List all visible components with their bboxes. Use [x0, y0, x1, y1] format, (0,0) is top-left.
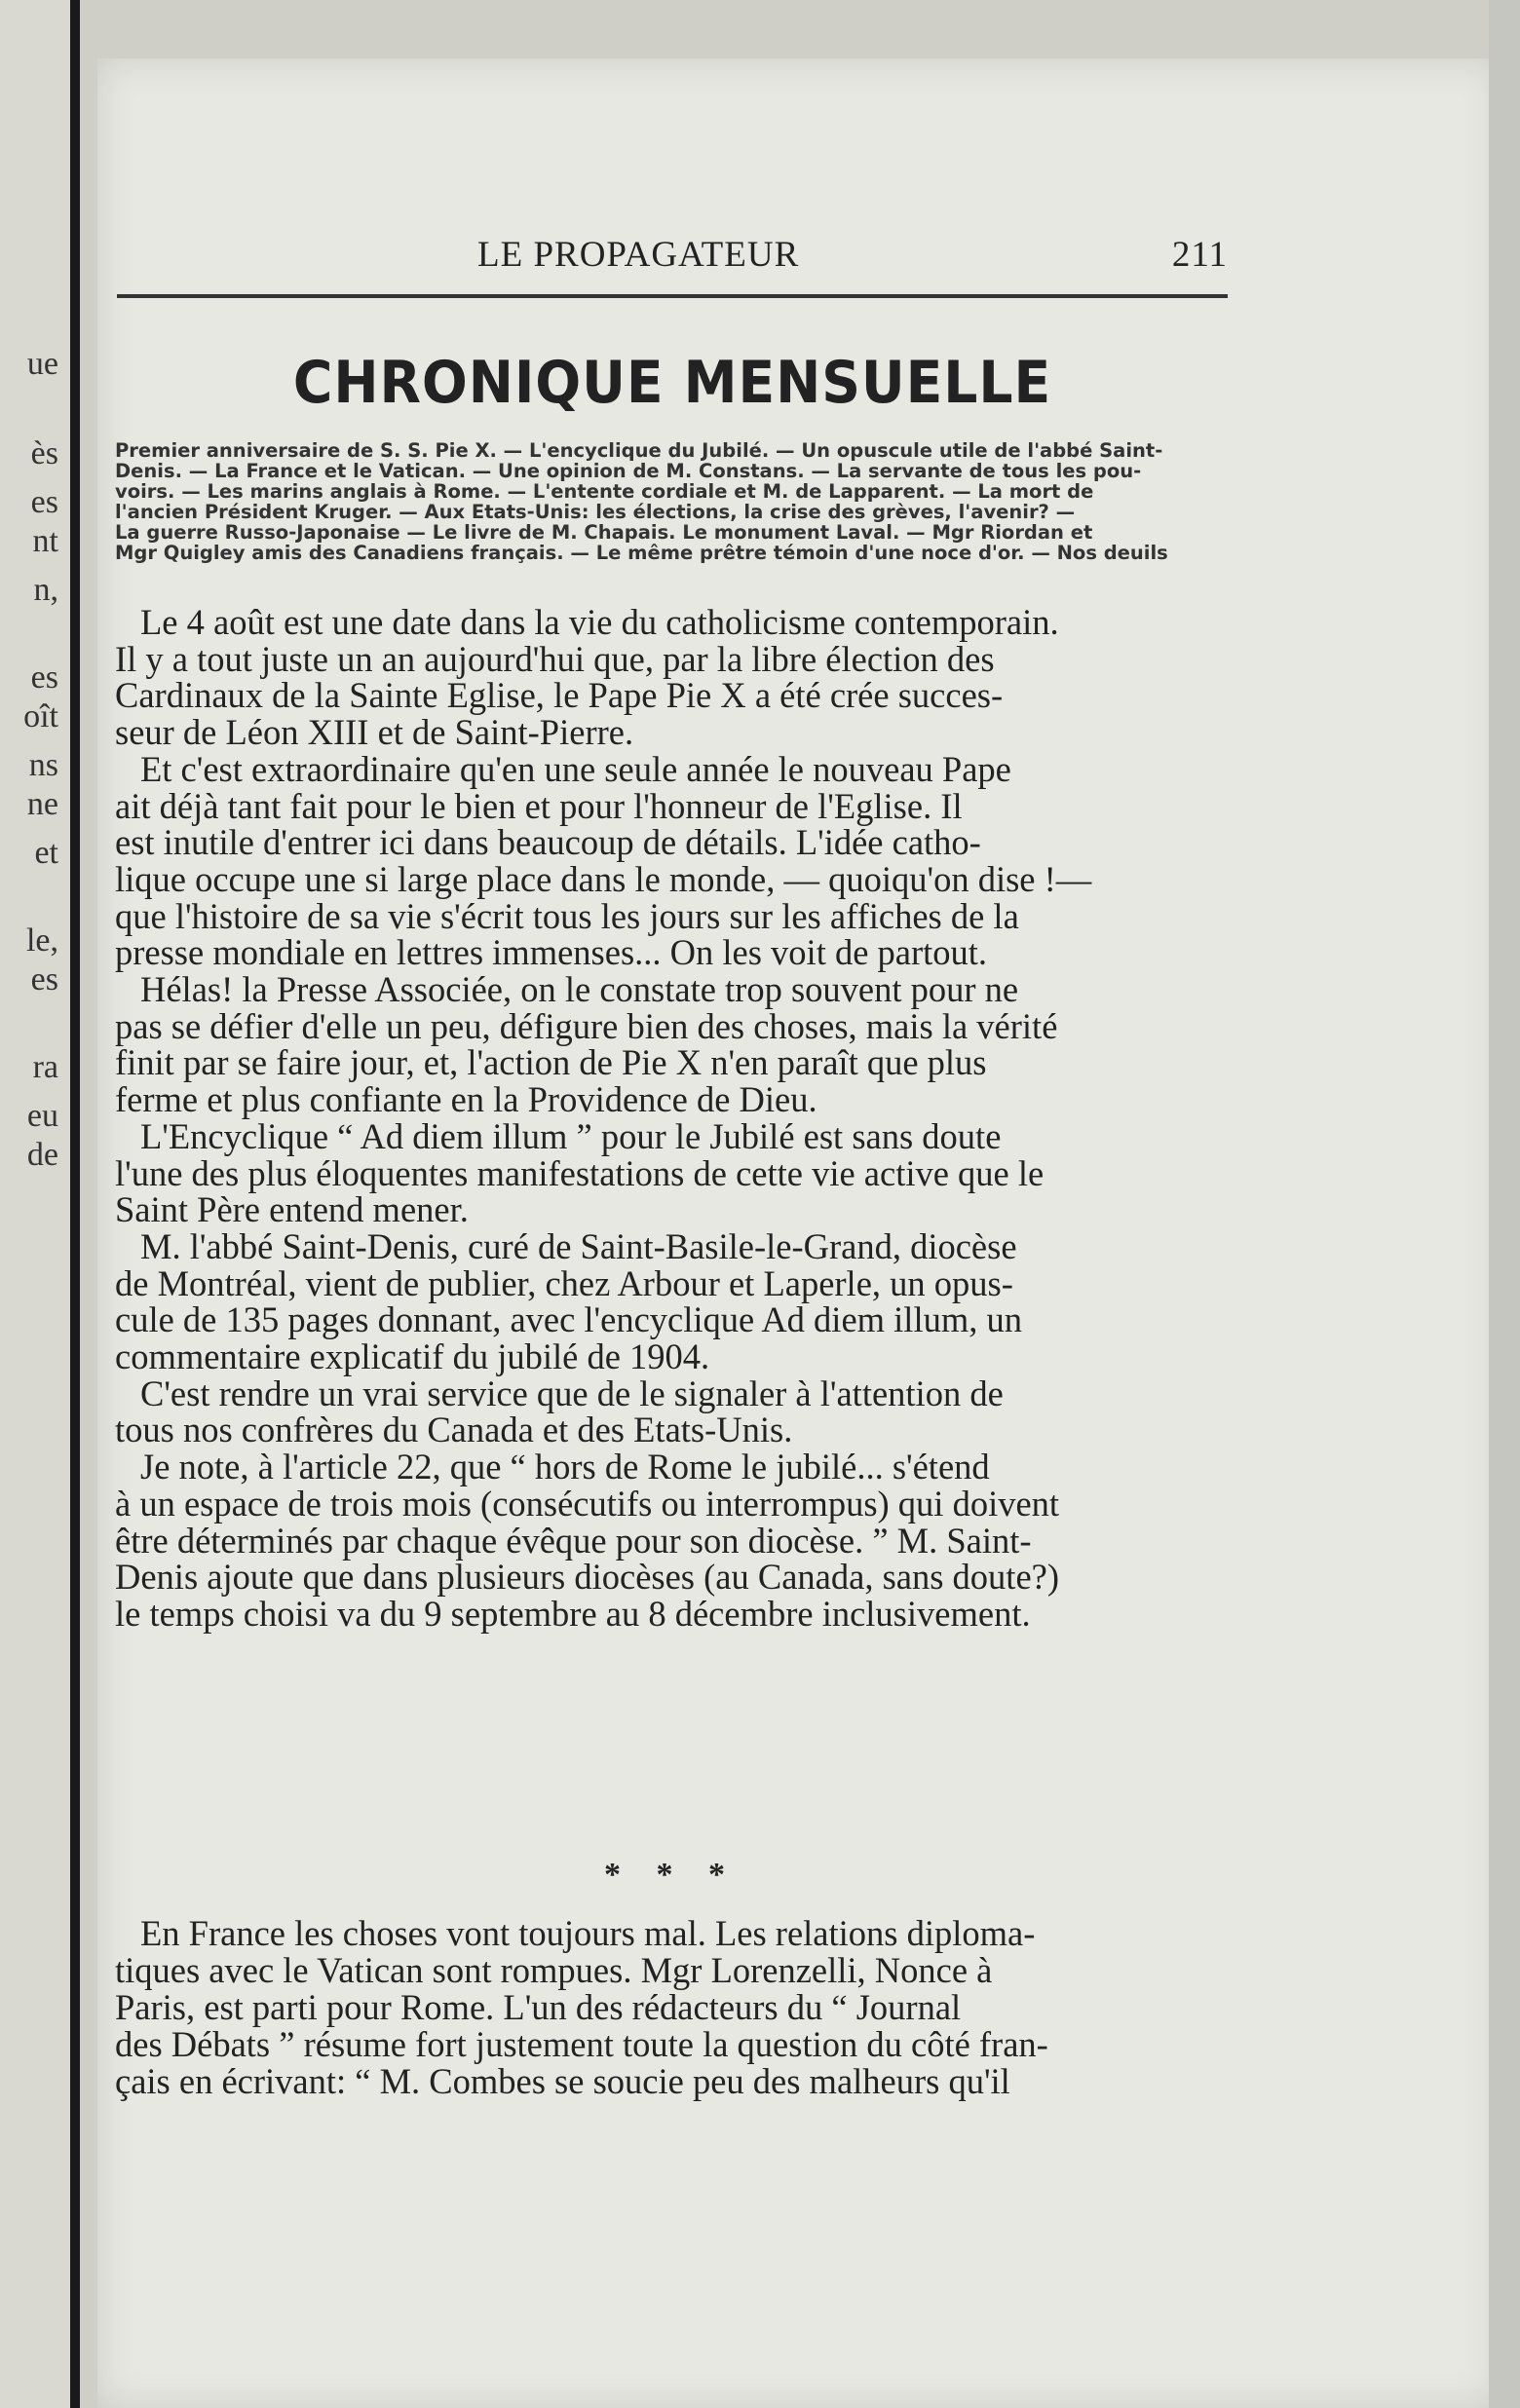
chapter-summary: [115, 440, 1228, 563]
page-edge: [1489, 0, 1520, 2408]
left-fragment: de: [26, 1137, 58, 1173]
paragraph: [115, 604, 1228, 751]
text-line: En France les choses vont toujours mal. Les relations diploma-: [140, 1913, 1036, 1953]
paragraph: [115, 1449, 1228, 1633]
left-fragment: es: [30, 659, 58, 696]
text-line: M. l'abbé Saint-Denis, curé de Saint-Basile-le-Grand, diocèse: [140, 1225, 1017, 1266]
left-fragment: et: [34, 835, 58, 871]
text-line: Je note, à l'article 22, que “ hors de Rome le jubilé... s'étend: [140, 1447, 990, 1487]
text-line: tous nos confrères du Canada et des Etats-Unis.: [115, 1410, 793, 1450]
text-line: que l'histoire de sa vie s'écrit tous les jours sur les affiches de la: [115, 895, 1019, 936]
header-rule: [117, 294, 1228, 298]
article-continuation: [115, 1915, 1228, 2100]
text-line: Il y a tout juste un an aujourd'hui que, par la libre élection des: [115, 638, 995, 679]
article-body: [115, 604, 1228, 1633]
text-line: être déterminés par chaque évêque pour son diocèse. ” M. Saint-: [115, 1520, 1032, 1561]
text-line: ferme et plus confiante en la Providence de Dieu.: [115, 1079, 817, 1120]
paragraph: [115, 748, 1228, 973]
paragraph: [115, 1115, 1228, 1230]
text-line: Cardinaux de la Sainte Eglise, le Pape Pie X a été crée succes-: [115, 675, 1004, 716]
text-line: finit par se faire jour, et, l'action de Pie X n'en paraît que plus: [115, 1042, 987, 1083]
left-fragment: eu: [26, 1098, 58, 1134]
text-line: C'est rendre un vrai service que de le signaler à l'attention de: [140, 1373, 1004, 1413]
text-line: pas se défier d'elle un peu, défigure bien des choses, mais la vérité: [115, 1005, 1058, 1046]
text-line: des Débats ” résume fort justement toute la question du côté fran-: [115, 2024, 1048, 2064]
text-line: le temps choisi va du 9 septembre au 8 décembre inclusivement.: [115, 1593, 1031, 1634]
text-line: çais en écrivant: “ M. Combes se soucie peu des malheurs qu'il: [115, 2061, 1010, 2101]
summary-line: La guerre Russo-Japonaise — Le livre de M. Chapais. Le monument Laval. — Mgr Riordan et: [115, 521, 1093, 544]
text-line: presse mondiale en lettres immenses... On les voit de partout.: [115, 932, 988, 973]
summary-line: voirs. — Les marins anglais à Rome. — L'entente cordiale et M. de Lapparent. — La mort de: [115, 480, 1094, 503]
text-line: ait déjà tant fait pour le bien et pour l'honneur de l'Eglise. Il: [115, 785, 963, 826]
summary-line: Denis. — La France et le Vatican. — Une opinion de M. Constans. — La servante de tous les pou-: [115, 460, 1142, 482]
left-fragment: ès: [30, 435, 58, 471]
left-fragment: n,: [33, 572, 58, 608]
left-fragment: le,: [25, 922, 58, 959]
left-fragment: oît: [23, 698, 58, 734]
left-fragment: ue: [26, 346, 58, 382]
left-fragment: ra: [32, 1049, 58, 1085]
left-facing-page: [0, 0, 80, 2408]
text-line: commentaire explicatif du jubilé de 1904.: [115, 1336, 710, 1377]
left-fragment: nt: [32, 523, 58, 559]
summary-line: Mgr Quigley amis des Canadiens français. — Le même prêtre témoin d'une noce d'or. — Nos deuils: [115, 542, 1168, 564]
paragraph: [115, 1225, 1228, 1377]
text-line: Denis ajoute que dans plusieurs diocèses (au Canada, sans doute?): [115, 1557, 1059, 1598]
paragraph: [115, 1375, 1228, 1449]
text-line: seur de Léon XIII et de Saint-Pierre.: [115, 712, 634, 753]
text-line: lique occupe une si large place dans le monde, — quoiqu'on dise !—: [115, 858, 1092, 899]
section-heading: CHRONIQUE MENSUELLE: [292, 349, 1052, 417]
text-line: tiques avec le Vatican sont rompues. Mgr Lorenzelli, Nonce à: [115, 1950, 993, 1990]
page-number: 211: [1171, 235, 1228, 275]
text-line: à un espace de trois mois (consécutifs ou interrompus) qui doivent: [115, 1483, 1060, 1524]
summary-line: l'ancien Président Kruger. — Aux Etats-Unis: les élections, la crise des grèves, l'avenir? —: [115, 501, 1076, 523]
text-line: Saint Père entend mener.: [115, 1189, 469, 1230]
left-fragment: es: [30, 961, 58, 997]
text-line: Hélas! la Presse Associée, on le constate trop souvent pour ne: [140, 969, 1019, 1010]
text-line: L'Encyclique “ Ad diem illum ” pour le Jubilé est sans doute: [140, 1115, 1002, 1156]
text-line: Paris, est parti pour Rome. L'un des rédacteurs du “ Journal: [115, 1987, 962, 2027]
text-line: cule de 135 pages donnant, avec l'encyclique Ad diem illum, un: [115, 1299, 1022, 1340]
left-fragment: ns: [28, 747, 58, 783]
section-separator: * * *: [604, 1857, 739, 1893]
text-line: est inutile d'entrer ici dans beaucoup de détails. L'idée catho-: [115, 822, 981, 863]
left-fragment: ne: [26, 786, 58, 822]
text-line: Et c'est extraordinaire qu'en une seule année le nouveau Pape: [140, 748, 1011, 789]
journal-title: LE PROPAGATEUR: [477, 235, 800, 275]
left-fragment: es: [30, 484, 58, 520]
text-line: l'une des plus éloquentes manifestations de cette vie active que le: [115, 1152, 1045, 1193]
summary-line: Premier anniversaire de S. S. Pie X. — L'encyclique du Jubilé. — Un opuscule utile de l'abbé Saint-: [115, 439, 1163, 462]
text-line: de Montréal, vient de publier, chez Arbour et Laperle, un opus-: [115, 1262, 1013, 1303]
text-line: Le 4 août est une date dans la vie du catholicisme contemporain.: [140, 602, 1059, 642]
paragraph: [115, 971, 1228, 1118]
